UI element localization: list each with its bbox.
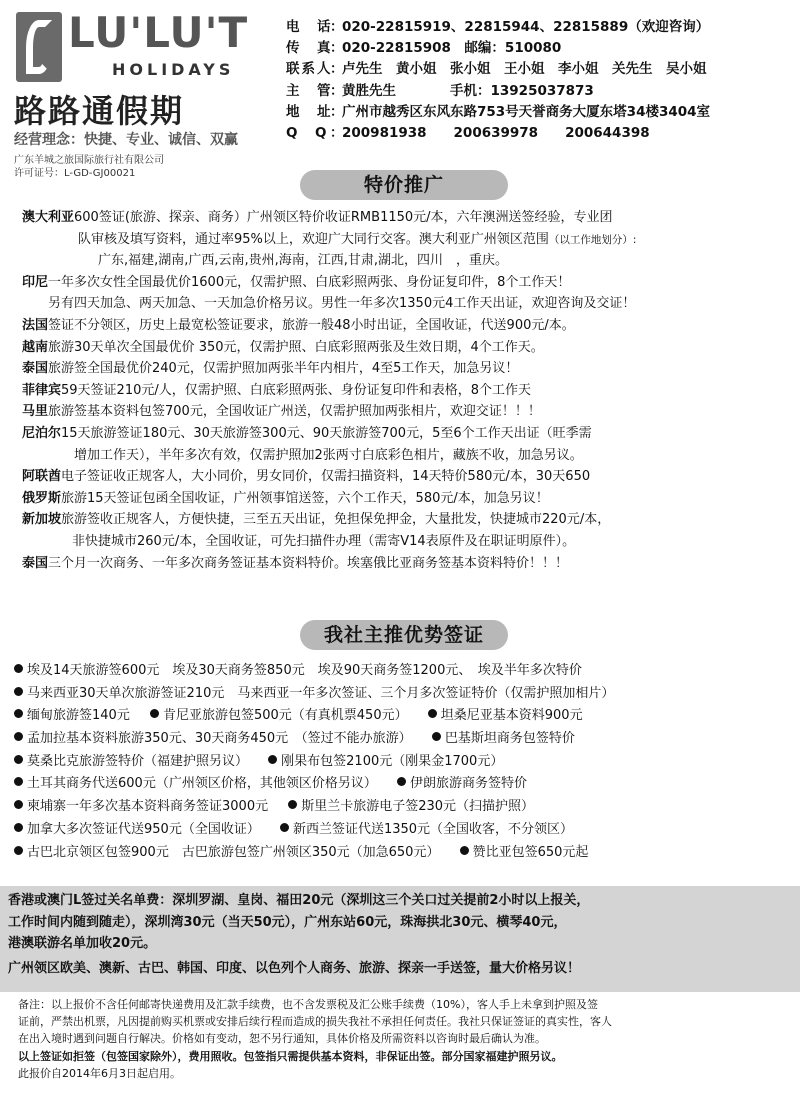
remark-line: 以上签证如拒签（包签国家除外），费用照收。包签指只需提供基本资料，非保证出签。部分国家福建护照另议。 [18, 1049, 563, 1063]
offer-text: 600签证(旅游、探亲、商务）广州领区特价收证RMB1150元/本，六年澳洲送签经验，专业团 [74, 210, 613, 225]
offer-line [22, 531, 792, 553]
bullet-icon [14, 664, 23, 673]
notice-text [8, 890, 796, 979]
promo-item: 柬埔寨一年多次基本资料商务签证3000元 [14, 796, 268, 819]
offer-line [22, 488, 792, 510]
contact-label: 主 管 [286, 82, 333, 99]
offer-text: 59天签证210元/人，仅需护照、白底彩照两张、身份证复印件和表格，8个工作天 [61, 382, 532, 398]
remarks [18, 996, 792, 1082]
promo-row [14, 705, 794, 728]
brand-name: 路路通假期 [14, 92, 185, 130]
contact-row-qq: Q Q ： 200981938 200639978 200644398 [286, 120, 798, 141]
offer-text: 旅游15天签证包函全国收证，广州领事馆送签，六个工作天，580元/本，加急另议！ [61, 490, 549, 506]
offer-note: （以工作地划分）: [548, 233, 637, 246]
promo-row [14, 773, 794, 796]
contact-row-phone: 电 话 ： 020-22815919、22815944、22815889（欢迎咨询） [286, 14, 798, 35]
bullet-icon [14, 846, 23, 855]
country-name: 印尼 [22, 274, 49, 290]
offer-line [22, 229, 792, 251]
offer-line [22, 380, 792, 402]
promo-item: 伊朗旅游商务签特价 [397, 773, 527, 796]
promo-item: 加拿大多次签证代送950元（全国收证） [14, 819, 260, 842]
country-name: 尼泊尔 [22, 425, 62, 441]
bullet-icon [14, 755, 23, 764]
promo-item: 斯里兰卡旅游电子签230元（扫描护照） [288, 796, 534, 819]
country-name: 法国 [22, 317, 49, 333]
country-name: 马里 [22, 404, 49, 420]
offer-line [22, 509, 792, 531]
offer-line [22, 272, 792, 294]
contact-value: 卢先生 黄小姐 张小姐 王小姐 李小姐 关先生 吴小姐 [342, 61, 707, 78]
offer-text: 15天旅游签证180元、30天旅游签300元、90天旅游签700元，5至6个工作天出证（旺季需 [61, 425, 592, 441]
offer-line [22, 423, 792, 445]
contact-value: 020-22815908 邮编：510080 [342, 39, 562, 56]
offer-text: 队审核及填写资料，通过率95%以上，欢迎广大同行交客。澳大利亚广州领区范围 [78, 231, 549, 247]
remark-line: 证前，严禁出机票，凡因提前购买机票或安排后续行程而造成的损失我社不承担任何责任。我社只保证签证的真实性，客人 [18, 1015, 612, 1029]
remark-line: 在出入境时遇到问题自行解决。价格如有变动，恕不另行通知，具体价格及所需资料以咨询时最后确认为准。 [18, 1032, 546, 1046]
bullet-icon [14, 687, 23, 696]
bullet-icon [14, 777, 23, 786]
contact-label: 电 话 [286, 18, 333, 35]
bullet-icon [14, 709, 23, 718]
notice-line: 港澳联游名单加收20元。 [8, 936, 157, 951]
promo-item: 莫桑比克旅游签特价（福建护照另议） [14, 751, 248, 774]
promo-item: 新西兰签证代送1350元（全国收客，不分领区） [280, 819, 573, 842]
bullet-icon [432, 732, 441, 741]
promo-item: 肯尼亚旅游包签500元（有真机票450元） [150, 705, 408, 728]
logo-text: LU'LU'T [68, 8, 249, 57]
contact-info [286, 14, 798, 142]
country-name: 越南 [22, 339, 49, 355]
bullet-icon [428, 709, 437, 718]
contact-label: 联系人 [286, 61, 333, 78]
country-name: 泰国 [22, 361, 49, 377]
country-name: 阿联酋 [22, 469, 62, 485]
offer-text: 一年多次女性全国最优价1600元，仅需护照、白底彩照两张、身份证复印件，8个工作天！ [48, 274, 571, 290]
offer-text: 旅游30天单次全国最优价 350元，仅需护照、白底彩照两张及生效日期，4个工作天。 [48, 339, 544, 355]
contact-label: 传 真 [286, 39, 333, 56]
offer-text: 非快捷城市260元/本，全国收证，可先扫描件办理（需寄V14表原件及在职证明原件）。 [72, 533, 576, 549]
promo-row [14, 751, 794, 774]
promo-row [14, 842, 794, 865]
bullet-icon [14, 732, 23, 741]
license-number: 许可证号：L-GD-GJ00021 [14, 168, 136, 179]
offer-text: 增加工作天），半年多次有效，仅需护照加2张两寸白底彩色相片，藏族不收，加急另议。 [74, 447, 583, 463]
offer-line [22, 445, 792, 467]
bullet-icon [460, 846, 469, 855]
offer-text: 旅游签基本资料包签700元，全国收证广州送，仅需护照加两张相片，欢迎交证！！！ [48, 404, 541, 420]
promo-row [14, 728, 794, 751]
promo-item: 坦桑尼亚基本资料900元 [428, 705, 583, 728]
contact-label: Q Q [286, 125, 329, 142]
offer-line [22, 250, 792, 272]
country-name: 新加坡 [22, 512, 62, 528]
remark-line: 备注：以上报价不含任何邮寄快递费用及汇款手续费，也不含发票税及汇公账手续费（10%），客人手上未拿到护照及签 [18, 998, 598, 1011]
promo-row [14, 796, 794, 819]
offer-line [22, 466, 792, 488]
offer-line [22, 207, 792, 229]
promoted-visas-list [14, 660, 794, 864]
offer-text: 旅游签收正规客人，方便快捷，三至五天出证，免担保免押金，大量批发，快捷城市220元/本， [61, 512, 611, 528]
promo-item: 刚果布包签2100元（刚果金1700元） [268, 751, 503, 774]
offer-line [22, 358, 792, 380]
bullet-icon [288, 800, 297, 809]
promo-item: 赞比亚包签650元起 [460, 842, 589, 865]
logo-subtitle: HOLIDAYS [112, 60, 235, 79]
contact-row-fax: 传 真 ： 020-22815908 邮编：510080 [286, 35, 798, 56]
bullet-icon [268, 755, 277, 764]
offer-line [22, 293, 792, 315]
promo-row [14, 660, 794, 683]
promo-item: 孟加拉基本资料旅游350元、30天商务450元 （签过不能办旅游） [14, 728, 412, 751]
country-name: 澳大利亚 [22, 210, 75, 225]
business-philosophy: 经营理念：快捷、专业、诚信、双赢 [14, 132, 238, 148]
contact-row-manager: 主 管 ： 黄胜先生 手机：13925037873 [286, 78, 798, 99]
offer-line [22, 401, 792, 423]
contact-value: 广州市越秀区东风东路753号天誉商务大厦东塔34楼3404室 [342, 103, 711, 120]
contact-value: 黄胜先生 手机：13925037873 [342, 82, 594, 99]
offer-line [22, 337, 792, 359]
offer-line [22, 315, 792, 337]
bullet-icon [397, 777, 406, 786]
bullet-icon [14, 823, 23, 832]
section-title-special-offers: 特价推广 [300, 170, 508, 200]
logo-icon [16, 12, 62, 82]
notice-line: 广州领区欧美、澳新、古巴、韩国、印度、以色列个人商务、旅游、探亲一手送签，量大价格另议！ [8, 960, 581, 976]
promo-item: 土耳其商务代送600元（广州领区价格，其他领区价格另议） [14, 773, 377, 796]
notice-line: 香港或澳门L签过关名单费：深圳罗湖、皇岗、福田20元（深圳这三个关口过关提前2小时以上报关， [8, 893, 590, 908]
remark-line: 此报价自2014年6月3日起启用。 [18, 1066, 181, 1080]
contact-row-people: 联系人 ： 卢先生 黄小姐 张小姐 王小姐 李小姐 关先生 吴小姐 [286, 57, 798, 78]
country-name: 俄罗斯 [22, 490, 62, 506]
promo-row [14, 683, 794, 706]
promo-item: 巴基斯坦商务包签特价 [432, 728, 575, 751]
bullet-icon [14, 800, 23, 809]
contact-value: 020-22815919、22815944、22815889（欢迎咨询） [342, 18, 710, 35]
offer-text: 广东,福建,湖南,广西,云南,贵州,海南，江西,甘肃,湖北，四川 ，重庆。 [98, 253, 509, 269]
country-name: 泰国 [22, 555, 49, 571]
section-title-promoted-visas: 我社主推优势签证 [300, 620, 508, 650]
contact-value: 200981938 200639978 200644398 [342, 125, 650, 142]
contact-row-address: 地 址 ： 广州市越秀区东风东路753号天誉商务大厦东塔34楼3404室 [286, 99, 798, 120]
promo-item: 缅甸旅游签140元 [14, 705, 130, 728]
offer-line [22, 553, 792, 575]
company-name: 广东羊城之旅国际旅行社有限公司 [14, 155, 164, 166]
offer-text: 旅游签全国最优价240元，仅需护照加两张半年内相片，4至5工作天，加急另议！ [48, 361, 519, 377]
promo-item: 埃及14天旅游签600元 埃及30天商务签850元 埃及90天商务签1200元、 埃及半年多次特价 [14, 660, 582, 683]
promo-row [14, 819, 794, 842]
offer-text: 三个月一次商务、一年多次商务签证基本资料特价。埃塞俄比亚商务签基本资料特价！！！ [48, 555, 569, 571]
promo-item: 马来西亚30天单次旅游签证210元 马来西亚一年多次签证、三个月多次签证特价（仅需护照加相片） [14, 683, 614, 706]
bullet-icon [280, 823, 289, 832]
special-offers-list [22, 207, 792, 574]
offer-text: 签证不分领区，历史上最宽松签证要求，旅游一般48小时出证，全国收证，代送900元/本。 [48, 317, 575, 333]
offer-text: 电子签证收正规客人，大小同价，男女同价，仅需扫描资料，14天特价580元/本，30天650 [61, 469, 591, 485]
notice-line: 工作时间内随到随走），深圳湾30元（当天50元），广州东站60元，珠海拱北30元、横琴40元， [8, 914, 567, 930]
country-name: 菲律宾 [22, 382, 62, 398]
bullet-icon [150, 709, 159, 718]
contact-label: 地 址 [286, 103, 333, 120]
offer-text: 另有四天加急、两天加急、一天加急价格另议。男性一年多次1350元4工作天出证，欢迎咨询及交证！ [48, 296, 636, 312]
promo-item: 古巴北京领区包签900元 古巴旅游包签广州领区350元（加急650元） [14, 842, 439, 865]
header [0, 0, 800, 179]
